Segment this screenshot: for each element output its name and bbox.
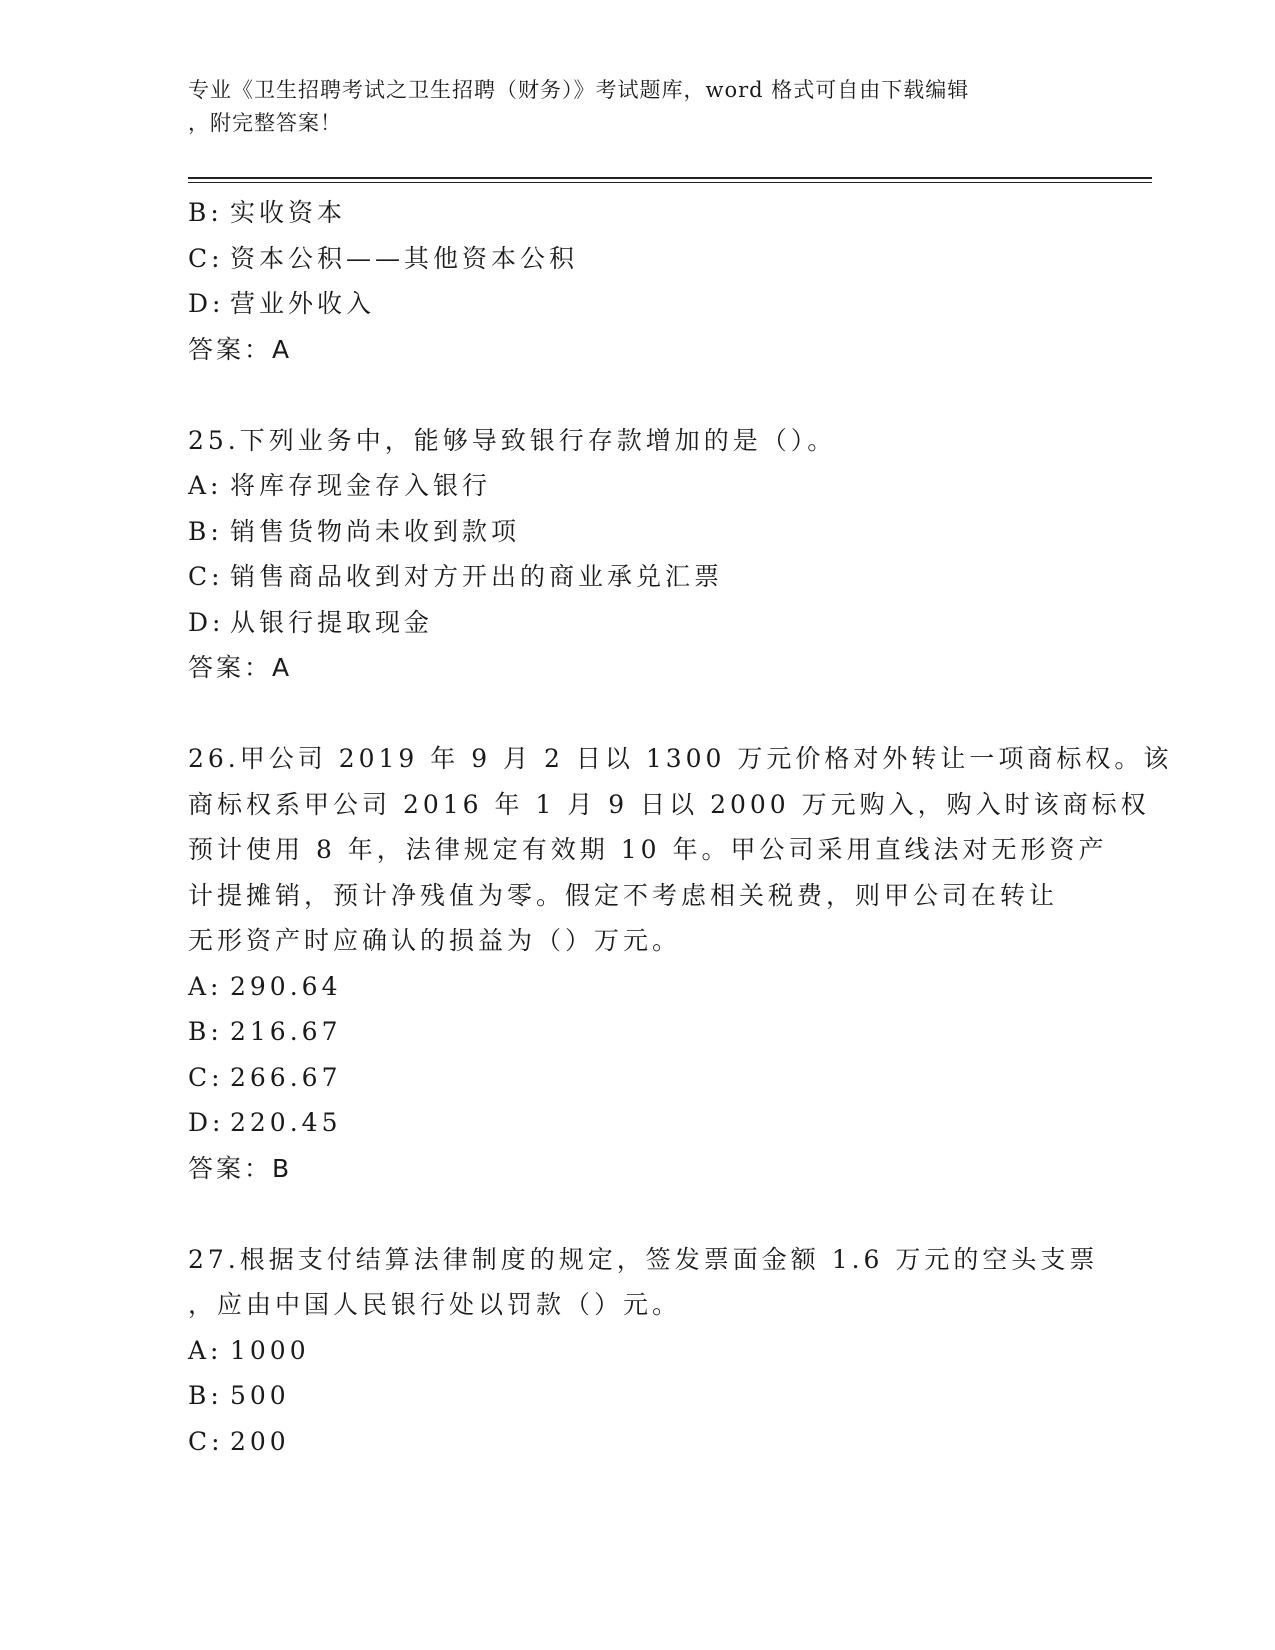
option-text: 220.45 xyxy=(230,1108,342,1137)
option-b xyxy=(188,1373,1088,1419)
option-text: 销售商品收到对方开出的商业承兑汇票 xyxy=(230,562,724,591)
option-key: A: xyxy=(188,971,223,1001)
option-a xyxy=(188,463,1088,509)
spacer xyxy=(188,372,1088,418)
option-key: C: xyxy=(188,243,224,273)
option-key: D: xyxy=(188,607,225,637)
option-text: 资本公积——其他资本公积 xyxy=(230,243,579,273)
option-text: 290.64 xyxy=(230,971,342,1001)
question-stem: 25.下列业务中，能够导致银行存款增加的是（）。 xyxy=(188,425,837,455)
question-block-27 xyxy=(188,1237,1099,1465)
question-stem-line: 预计使用 8 年，法律规定有效期 10 年。甲公司采用直线法对无形资产 xyxy=(188,835,1108,864)
option-b xyxy=(188,509,1088,555)
option-text: 从银行提取现金 xyxy=(230,607,434,637)
option-text: 500 xyxy=(230,1381,290,1410)
answer-line: 答案：B xyxy=(188,1153,293,1183)
option-key: B: xyxy=(188,198,223,227)
option-c xyxy=(188,1419,1088,1465)
option-c xyxy=(188,554,1088,600)
option-text: 销售货物尚未收到款项 xyxy=(230,516,521,546)
spacer xyxy=(188,691,1088,737)
option-b xyxy=(188,190,1088,236)
option-key: B: xyxy=(188,1381,223,1410)
option-b xyxy=(188,1009,1088,1055)
option-key: A: xyxy=(188,1335,223,1365)
option-text: 将库存现金存入银行 xyxy=(230,471,492,500)
option-key: C: xyxy=(188,562,224,591)
option-text: 216.67 xyxy=(230,1017,342,1046)
answer-line: 答案：A xyxy=(188,334,293,364)
option-c xyxy=(188,236,1088,282)
option-text: 200 xyxy=(230,1426,290,1456)
option-text: 266.67 xyxy=(230,1062,342,1092)
question-stem-line: 无形资产时应确认的损益为（）万元。 xyxy=(188,926,682,955)
header-divider xyxy=(188,177,1152,179)
option-key: B: xyxy=(188,1017,223,1046)
option-key: D: xyxy=(188,1108,225,1137)
question-block-prev xyxy=(188,190,1088,372)
question-list xyxy=(188,190,1173,1464)
question-stem-line: 计提摊销，预计净残值为零。假定不考虑相关税费，则甲公司在转让 xyxy=(188,880,1059,910)
question-block-25 xyxy=(188,418,1088,691)
header-line-2: ，附完整答案！ xyxy=(188,111,342,135)
question-stem-line: ，应由中国人民银行处以罚款（）元。 xyxy=(188,1290,682,1319)
option-key: D: xyxy=(188,289,225,318)
option-a xyxy=(188,1328,1088,1374)
option-key: B: xyxy=(188,516,223,546)
spacer xyxy=(188,1191,1088,1237)
header-divider-thin xyxy=(188,182,1152,183)
option-key: C: xyxy=(188,1426,224,1456)
document-header xyxy=(188,74,1068,140)
option-d xyxy=(188,600,1088,646)
option-d xyxy=(188,281,1088,327)
header-line-1: 专业《卫生招聘考试之卫生招聘（财务）》考试题库，word 格式可自由下载编辑 xyxy=(188,78,970,102)
question-block-26 xyxy=(188,736,1173,1191)
option-text: 实收资本 xyxy=(230,198,347,227)
question-stem-line: 商标权系甲公司 2016 年 1 月 9 日以 2000 万元购入，购入时该商标权 xyxy=(188,789,1150,819)
question-stem-line: 26.甲公司 2019 年 9 月 2 日以 1300 万元价格对外转让一项商标权。该 xyxy=(188,744,1173,773)
option-text: 营业外收入 xyxy=(230,289,376,318)
option-c xyxy=(188,1055,1088,1101)
option-d xyxy=(188,1100,1088,1146)
option-key: C: xyxy=(188,1062,224,1092)
option-text: 1000 xyxy=(230,1335,310,1365)
answer-line: 答案：A xyxy=(188,653,293,682)
question-stem-line: 27.根据支付结算法律制度的规定，签发票面金额 1.6 万元的空头支票 xyxy=(188,1244,1099,1274)
option-key: A: xyxy=(188,471,223,500)
option-a xyxy=(188,964,1088,1010)
